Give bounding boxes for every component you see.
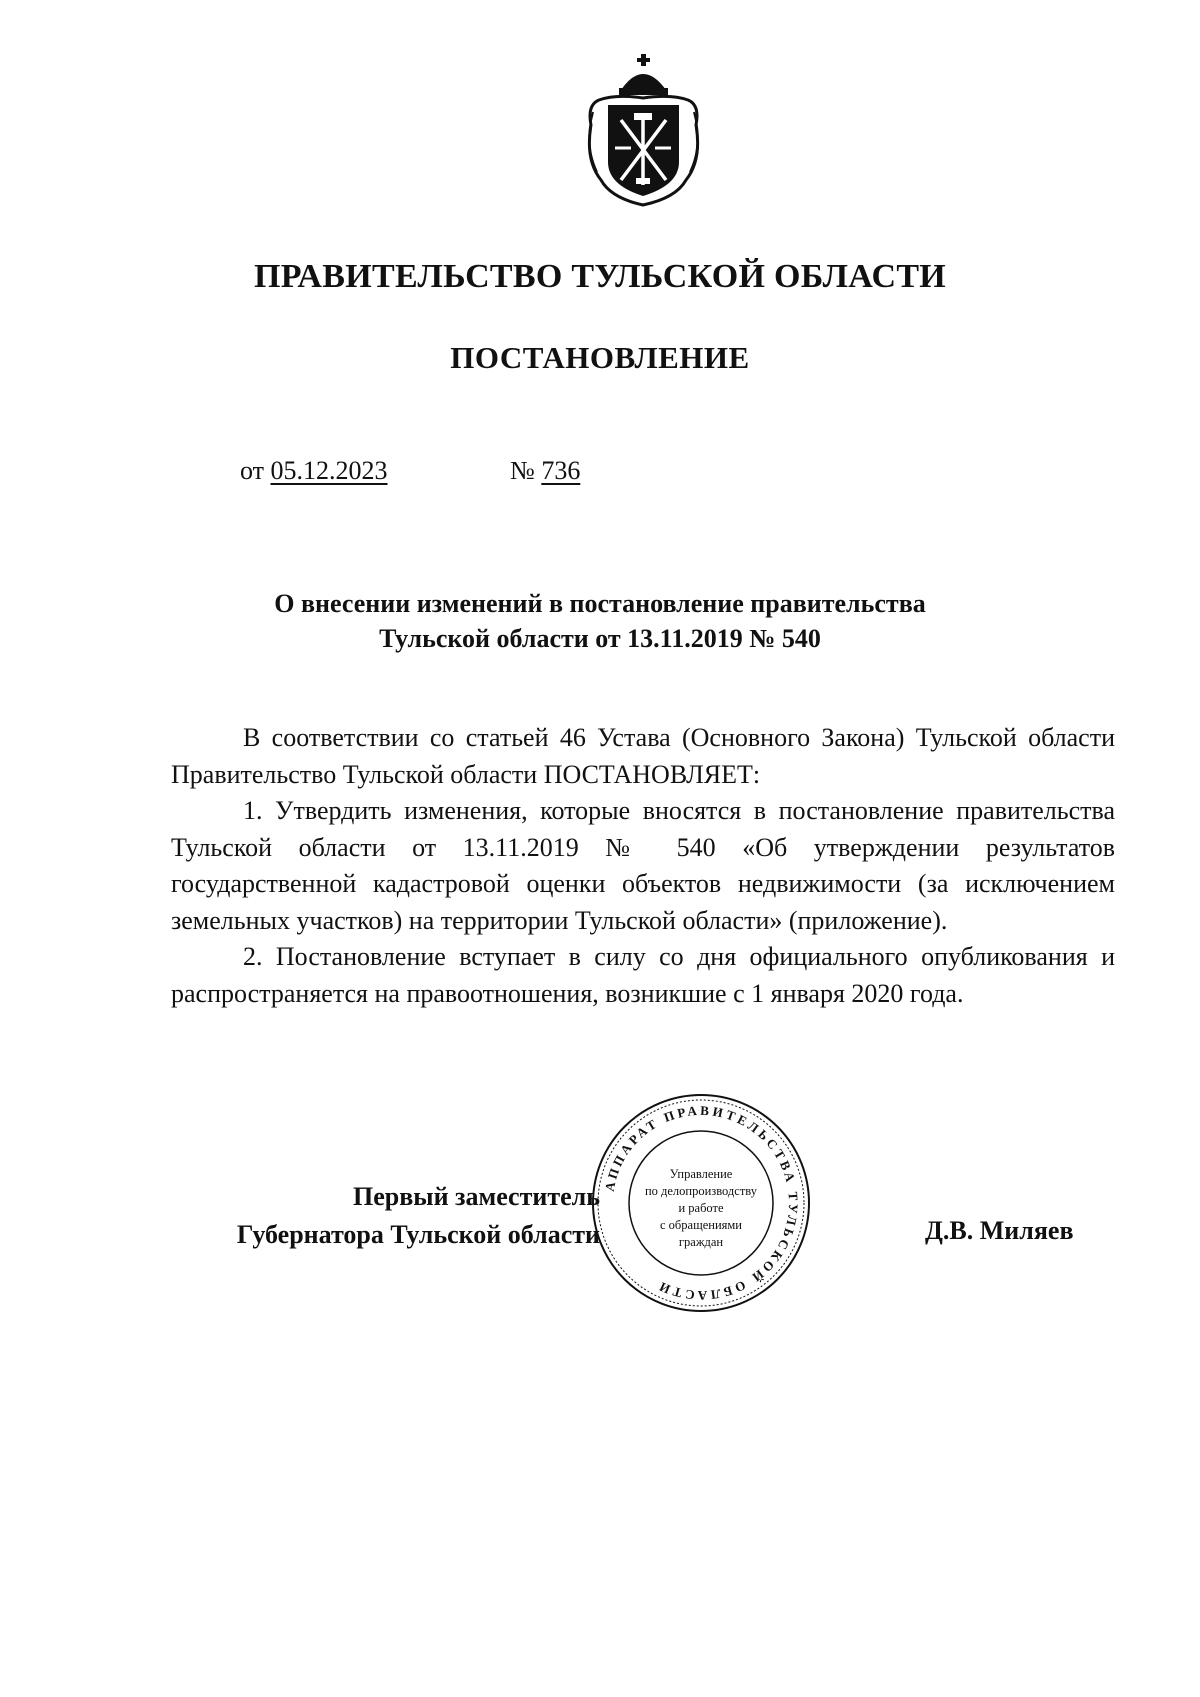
document-number: 736 xyxy=(541,456,581,485)
stamp-inner-line-3: и работе xyxy=(678,1201,724,1215)
signatory-name: Д.В. Миляев xyxy=(925,1216,1074,1245)
subject-line-1: О внесении изменений в постановление правительства xyxy=(274,589,926,618)
official-stamp xyxy=(590,1092,812,1314)
body-paragraph-1: В соответствии со статьей 46 Устава (Основного Закона) Тульской области Правительство Тульской области ПОСТАНОВЛЯЕТ: xyxy=(171,723,1115,789)
document-number-line xyxy=(510,456,580,486)
stamp-inner-line-2: по делопроизводству xyxy=(644,1184,758,1198)
document-body xyxy=(171,720,1115,1012)
signatory-position-line-2: Губернатора Тульской области xyxy=(236,1220,600,1249)
organization-title: ПРАВИТЕЛЬСТВО ТУЛЬСКОЙ ОБЛАСТИ xyxy=(253,258,947,295)
stamp-outer-text: АППАРАТ ПРАВИТЕЛЬСТВА ТУЛЬСКОЙ ОБЛАСТИ xyxy=(601,1102,802,1304)
document-date-line xyxy=(240,456,388,486)
body-paragraph-3: 2. Постановление вступает в силу со дня официального опубликования и распространяется на правоотношения, возникшие с 1 января 2020 года. xyxy=(171,942,1115,1008)
document-date: 05.12.2023 xyxy=(270,456,388,485)
number-prefix: № xyxy=(510,456,535,485)
stamp-inner-line-5: граждан xyxy=(678,1235,724,1249)
signatory-position xyxy=(150,1178,600,1254)
stamp-inner-line-4: с обращениями xyxy=(660,1218,742,1232)
body-paragraph-2: 1. Утвердить изменения, которые вносятся в постановление правительства Тульской области от 13.11.2019 № 540 «Об утверждении результатов государственной кадастровой оценки объектов недвижимости (за исключением земельных участков) на территории Тульской области» (приложение). xyxy=(171,796,1115,935)
document-subject xyxy=(0,586,1200,656)
stamp-inner-line-1: Управление xyxy=(669,1167,733,1181)
signatory-position-line-1: Первый заместитель xyxy=(353,1182,600,1211)
date-prefix: от xyxy=(240,456,265,485)
subject-line-2: Тульской области от 13.11.2019 № 540 xyxy=(379,624,821,653)
tula-coat-of-arms-icon xyxy=(581,50,706,210)
document-type-heading: ПОСТАНОВЛЕНИЕ xyxy=(450,340,750,375)
